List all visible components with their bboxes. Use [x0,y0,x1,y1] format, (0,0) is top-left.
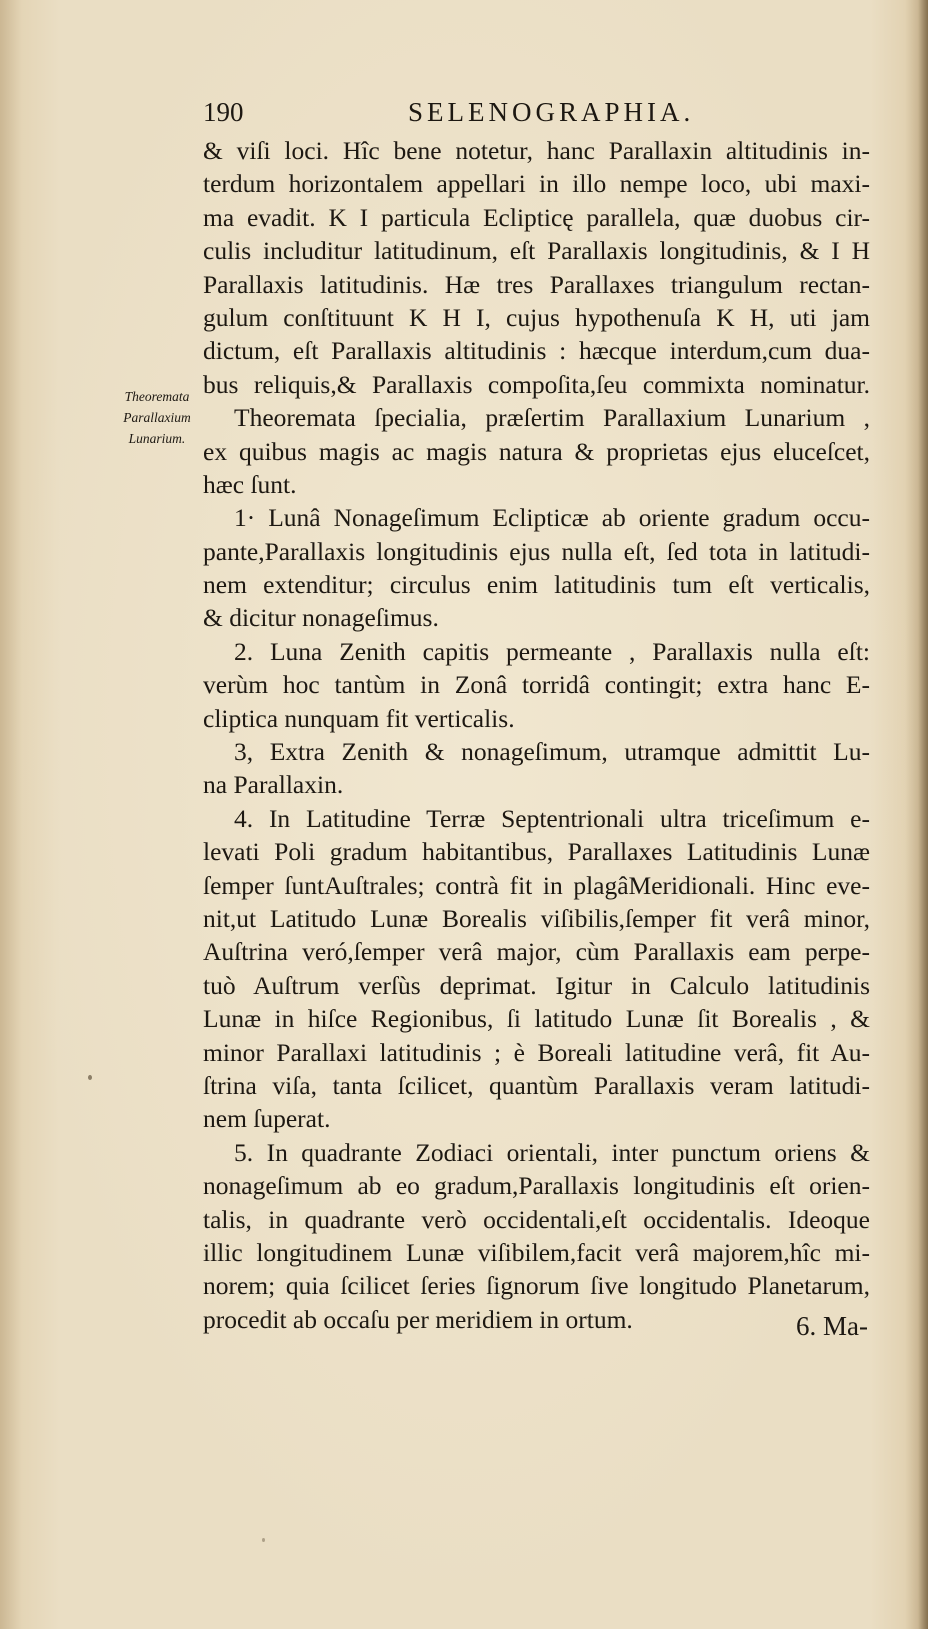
page-header [203,92,870,132]
text-line: bus reliquis,& Parallaxis compoſita,ſeu commixta nominatur. [203,369,870,399]
text-line: nonageſimum ab eo gradum,Parallaxis longitudinis eſt orien- [203,1171,870,1201]
text-line: na Parallaxin. [203,770,344,800]
paper-blemish [262,1538,265,1542]
text-line: cliptica nunquam fit verticalis. [203,703,515,733]
text-line: terdum horizontalem appellari in illo nempe loco, ubi maxi- [203,169,870,199]
marginal-note [112,386,202,449]
text-line: illic longitudinem Lunæ viſibilem,facit verâ majorem,hîc mi- [203,1237,870,1267]
text-line: nem ſuperat. [203,1104,331,1134]
text-line: Theoremata ſpecialia, præſertim Parallaxium Lunarium , [234,403,870,433]
text-line: 3, Extra Zenith & nonageſimum, utramque admittit Lu- [234,737,870,767]
page-number: 190 [203,97,244,127]
text-line: levati Poli gradum habitantibus, Parallaxes Latitudinis Lunæ [203,837,870,867]
text-line: & dicitur nonageſimus. [203,603,439,633]
text-line: Lunæ in hiſce Regionibus, ſi latitudo Lunæ ſit Borealis , & [203,1004,870,1034]
text-line: hæc ſunt. [203,469,297,499]
text-line: & viſi loci. Hîc bene notetur, hanc Parallaxin altitudinis in- [203,136,870,165]
marginal-note-line: Lunarium. [128,431,186,446]
body-text [203,134,870,1336]
text-line: norem; quia ſcilicet ſeries ſignorum ſive longitudo Planetarum, [203,1271,870,1301]
text-line: Auſtrina veró,ſemper verâ major, cùm Parallaxis eam perpe- [203,937,870,967]
catchword: 6. Ma- [796,1311,868,1341]
text-line: 2. Luna Zenith capitis permeante , Parallaxis nulla eſt: [234,636,870,666]
running-title: SELENOGRAPHIA. [408,97,695,127]
marginal-note-line: Parallaxium [123,410,191,425]
text-line: nit,ut Latitudo Lunæ Borealis viſibilis,ſemper fit verâ minor, [203,903,870,933]
page-edge-shadow [918,0,928,1629]
text-line: tuò Auſtrum verſùs deprimat. Igitur in Calculo latitudinis [203,970,870,1000]
text-line: ſemper ſuntAuſtrales; contrà fit in plagâMeridionali. Hinc eve- [203,870,870,900]
marginal-note-line: Theoremata [124,389,190,404]
text-line: talis, in quadrante verò occidentali,eſt occidentalis. Ideoque [203,1204,870,1234]
text-line: gulum conſtituunt K H I, cujus hypothenuſa K H, uti jam [203,302,870,332]
text-line: procedit ab occaſu per meridiem in ortum. [203,1304,633,1334]
text-line: Parallaxis latitudinis. Hæ tres Parallaxes triangulum rectan- [203,269,870,299]
text-line: pante,Parallaxis longitudinis ejus nulla eſt, ſed tota in latitudi- [203,536,870,566]
text-line: verùm hoc tantùm in Zonâ torridâ contingit; extra hanc E- [203,670,870,700]
text-line: ex quibus magis ac magis natura & proprietas ejus eluceſcet, [203,436,870,466]
text-line: 4. In Latitudine Terræ Septentrionali ultra triceſimum e- [234,803,870,833]
text-line: culis includitur latitudinum, eſt Parallaxis longitudinis, & I H [203,236,870,266]
text-line: 1· Lunâ Nonageſimum Eclipticæ ab oriente gradum occu- [234,503,870,533]
paper-blemish [88,1075,92,1080]
text-line: nem extenditur; circulus enim latitudinis tum eſt verticalis, [203,570,870,600]
text-line: 5. In quadrante Zodiaci orientali, inter punctum oriens & [234,1137,870,1167]
text-line: ſtrina viſa, tanta ſcilicet, quantùm Parallaxis veram latitudi- [203,1070,870,1100]
text-line: ma evadit. K I particula Eclipticę parallela, quæ duobus cir- [203,202,870,232]
text-line: dictum, eſt Parallaxis altitudinis : hæcque interdum,cum dua- [203,336,870,366]
text-line: minor Parallaxi latitudinis ; è Boreali latitudine verâ, fit Au- [203,1037,870,1067]
